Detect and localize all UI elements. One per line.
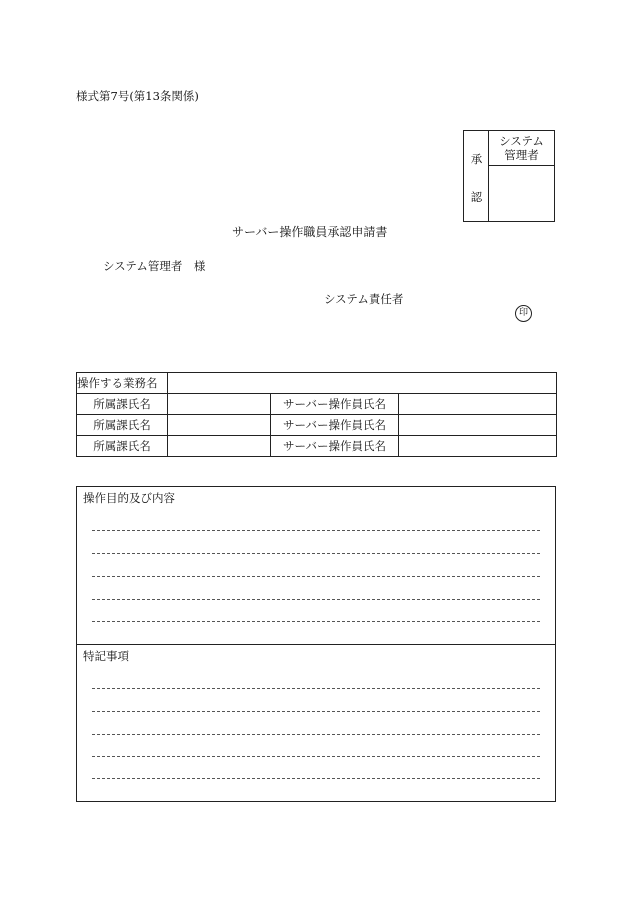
dept-field[interactable] [168,415,271,436]
dept-field[interactable] [168,436,271,457]
remarks-line[interactable] [92,688,540,689]
task-name-row [77,373,557,394]
operator-label: サーバー操作員氏名 [271,436,399,457]
purpose-line[interactable] [92,530,540,531]
table-row [77,415,557,436]
approval-box [463,130,555,222]
purpose-title: 操作目的及び内容 [83,491,175,505]
table-row [77,436,557,457]
approval-stamp-field[interactable] [489,166,554,221]
dept-field[interactable] [168,394,271,415]
operator-label: サーバー操作員氏名 [271,415,399,436]
purpose-line[interactable] [92,621,540,622]
operator-field[interactable] [399,394,557,415]
dept-label: 所属課氏名 [77,436,168,457]
dept-label: 所属課氏名 [77,394,168,415]
approval-char-2: 認 [470,190,483,204]
approval-header-line-2: 管理者 [504,148,539,162]
addressee: システム管理者 様 [103,259,206,273]
remarks-line[interactable] [92,778,540,779]
purpose-section [77,487,555,644]
operations-table [76,372,557,457]
operator-field[interactable] [399,415,557,436]
task-name-field[interactable] [168,373,557,394]
approval-label-column [464,131,489,221]
operator-label: サーバー操作員氏名 [271,394,399,415]
approval-header-line-1: システム [499,134,544,148]
table-row [77,394,557,415]
applicant-label: システム責任者 [324,292,404,306]
details-box [76,486,556,802]
approval-header [489,131,554,166]
approval-char-1: 承 [470,152,483,166]
seal-mark: 印 [515,305,532,322]
remarks-line[interactable] [92,711,540,712]
operator-field[interactable] [399,436,557,457]
document-title: サーバー操作職員承認申請書 [232,225,388,239]
remarks-line[interactable] [92,756,540,757]
purpose-line[interactable] [92,599,540,600]
task-name-label: 操作する業務名 [77,373,168,394]
remarks-title: 特記事項 [83,649,129,663]
remarks-line[interactable] [92,734,540,735]
remarks-section [77,645,555,802]
purpose-line[interactable] [92,553,540,554]
purpose-line[interactable] [92,576,540,577]
dept-label: 所属課氏名 [77,415,168,436]
form-number: 様式第7号(第13条関係) [76,89,199,103]
